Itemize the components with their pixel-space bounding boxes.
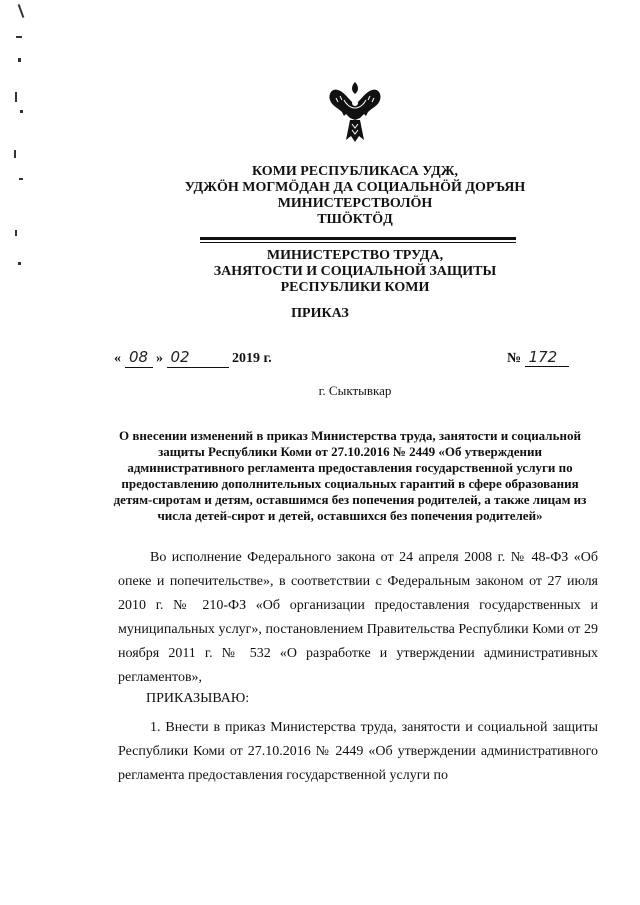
header-ru-line: МИНИСТЕРСТВО ТРУДА, [266, 248, 444, 263]
header-komi-line: МИНИСТЕРСТВОЛӦН [277, 196, 433, 211]
date-close-quote: » [156, 351, 163, 366]
document-title: ПРИКАЗ [291, 306, 349, 321]
date-day-handwritten: 08 [128, 348, 149, 366]
preamble-paragraph: Во исполнение Федерального закона от 24 апреля 2008 г. № 48-ФЗ «Об опеке и попечительстве», в соответствии с Федеральным законом от 27 июля 2010 г. № 210-ФЗ «Об организации предоставления государственных и муниципальных услуг», постановлением Правительства Республики Коми от 29 ноября 2011 г. № 532 «О разработке и утверждении административных регламентов», [118, 550, 598, 685]
order-directive-word: ПРИКАЗЫВАЮ: [146, 691, 250, 706]
date-open-quote: « [114, 351, 121, 366]
header-russian-language [150, 248, 560, 296]
number-label: № [507, 351, 522, 366]
header-komi-line: КОМИ РЕСПУБЛИКАСА УДЖ, [251, 164, 459, 179]
header-divider-thick [200, 237, 516, 240]
scan-margin-marks [6, 0, 36, 300]
order-subject: О внесении изменений в приказ Министерства труда, занятости и социальной защиты Республики Коми от 27.10.2016 № 2449 «Об утверждении административного регламента предоставления государственной услуги по предоставлению дополнительных социальных гарантий в сфере образования детям-сиротам и детям, оставшимся без попечения родителей, а также лицам из числа детей-сирот и детей, оставшихся без попечения родителей» [113, 428, 587, 523]
city-name: г. Сыктывкар [318, 383, 392, 398]
order-number [507, 348, 569, 367]
header-komi-line: УДЖӦН МОГМӦДАН ДА СОЦИАЛЬНӦЙ ДОРЪЯН [184, 180, 526, 195]
order-item-1: 1. Внести в приказ Министерства труда, занятости и социальной защиты Республики Коми от 27.10.2016 № 2449 «Об утверждении административного регламента предоставления государственной услуги по [118, 720, 598, 783]
date-month-handwritten: 02 [170, 348, 190, 366]
header-divider-thin [200, 242, 516, 243]
number-value-handwritten: 172 [525, 348, 569, 367]
header-komi-line: ТШӦКТӦД [317, 212, 393, 227]
header-ru-line: ЗАНЯТОСТИ И СОЦИАЛЬНОЙ ЗАЩИТЫ [213, 264, 497, 279]
date-year: 2019 г. [232, 351, 272, 366]
order-date [114, 348, 272, 368]
komi-republic-emblem-icon [324, 78, 386, 144]
header-komi-language [150, 164, 560, 228]
header-ru-line: РЕСПУБЛИКИ КОМИ [280, 280, 430, 295]
